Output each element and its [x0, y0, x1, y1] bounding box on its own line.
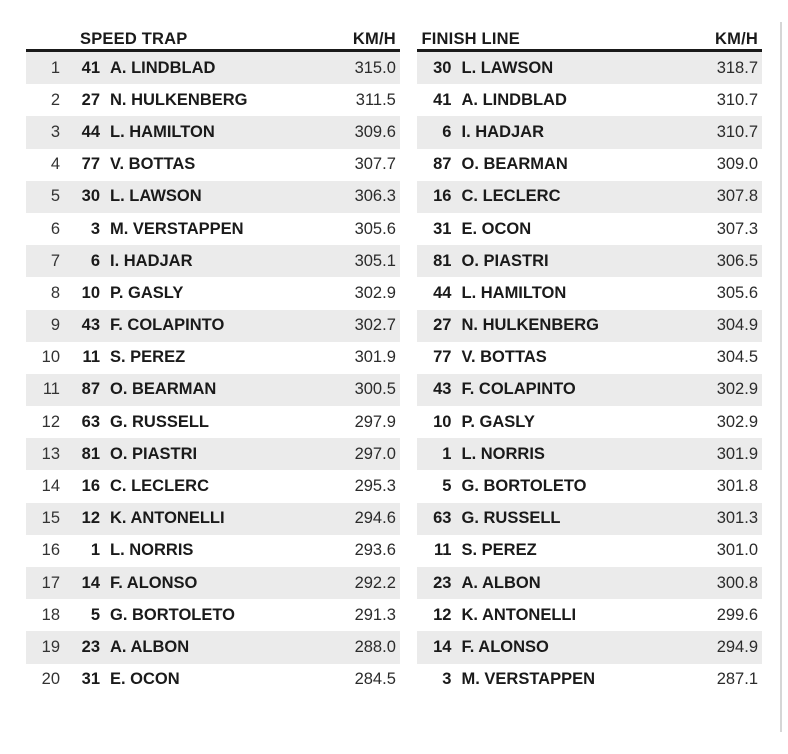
- driver-number: 12: [433, 605, 452, 624]
- driver-name: L. LAWSON: [461, 58, 554, 77]
- driver-number: 1: [442, 444, 452, 463]
- driver-number: 63: [81, 412, 100, 431]
- speed-value: 297.9: [354, 412, 396, 431]
- table-row: [417, 664, 762, 696]
- speed-value: 301.3: [716, 509, 758, 528]
- driver-number: 31: [81, 670, 100, 689]
- table-row: [26, 664, 400, 696]
- driver-number: 44: [433, 283, 452, 302]
- driver-name: E. OCON: [110, 670, 180, 689]
- driver-name: G. RUSSELL: [461, 509, 561, 528]
- row-position: 7: [50, 251, 60, 270]
- speed-value: 301.0: [716, 541, 758, 560]
- driver-name: L. NORRIS: [461, 444, 545, 463]
- driver-number: 81: [81, 444, 100, 463]
- driver-number: 77: [81, 155, 100, 174]
- speed-value: 302.9: [716, 412, 758, 431]
- driver-number: 30: [433, 58, 452, 77]
- table-row: [417, 181, 762, 213]
- table-row: [417, 567, 762, 599]
- row-position: 1: [50, 58, 60, 77]
- speed-value: 306.5: [716, 251, 758, 270]
- speed-value: 307.3: [716, 219, 758, 238]
- speed-value: 302.9: [716, 380, 758, 399]
- table-row: [26, 181, 400, 213]
- table-row: [417, 149, 762, 181]
- driver-number: 16: [81, 477, 100, 496]
- table-row: [26, 406, 400, 438]
- driver-number: 12: [81, 509, 100, 528]
- speed-value: 302.9: [354, 283, 396, 302]
- table-row: [417, 470, 762, 502]
- speed-trap-title: SPEED TRAP: [80, 30, 188, 48]
- driver-number: 1: [90, 541, 100, 560]
- row-position: 17: [41, 573, 60, 592]
- driver-number: 87: [433, 155, 452, 174]
- driver-number: 10: [81, 283, 100, 302]
- finish-line-table: [417, 22, 762, 696]
- driver-number: 43: [433, 380, 452, 399]
- driver-name: O. PIASTRI: [461, 251, 549, 270]
- speed-value: 301.9: [716, 444, 758, 463]
- speed-value: 302.7: [354, 316, 396, 335]
- driver-name: A. ALBON: [110, 637, 190, 656]
- speed-value: 295.3: [354, 477, 396, 496]
- driver-number: 3: [90, 219, 100, 238]
- row-position: 13: [41, 444, 60, 463]
- row-position: 14: [41, 477, 60, 496]
- driver-name: N. HULKENBERG: [110, 90, 248, 109]
- speed-value: 291.3: [354, 605, 396, 624]
- speed-value: 301.8: [716, 477, 758, 496]
- table-row: [26, 116, 400, 148]
- row-position: 15: [41, 509, 60, 528]
- driver-name: N. HULKENBERG: [461, 316, 599, 335]
- driver-name: K. ANTONELLI: [110, 509, 225, 528]
- driver-name: F. COLAPINTO: [461, 380, 576, 399]
- row-position: 12: [41, 412, 60, 431]
- table-row: [26, 470, 400, 502]
- driver-name: I. HADJAR: [110, 251, 193, 270]
- driver-number: 14: [433, 637, 452, 656]
- speed-trap-table: [26, 22, 400, 696]
- table-row: [417, 245, 762, 277]
- driver-name: K. ANTONELLI: [461, 605, 577, 624]
- speed-value: 306.3: [354, 187, 396, 206]
- table-row: [417, 310, 762, 342]
- speed-value: 315.0: [354, 58, 396, 77]
- speed-value: 287.1: [716, 670, 758, 689]
- right-edge-divider: [780, 22, 782, 732]
- driver-number: 41: [81, 58, 100, 77]
- driver-number: 41: [433, 90, 452, 109]
- driver-name: P. GASLY: [461, 412, 535, 431]
- driver-number: 44: [81, 122, 100, 141]
- speed-value: 301.9: [354, 348, 396, 367]
- finish-line-title: FINISH LINE: [421, 30, 520, 48]
- table-row: [417, 599, 762, 631]
- driver-name: L. LAWSON: [110, 187, 202, 206]
- row-position: 20: [41, 670, 60, 689]
- driver-number: 23: [433, 573, 452, 592]
- table-row: [26, 277, 400, 309]
- row-position: 11: [42, 380, 60, 399]
- speed-value: 305.6: [716, 283, 758, 302]
- driver-name: A. ALBON: [461, 573, 541, 592]
- driver-name: G. BORTOLETO: [110, 605, 235, 624]
- driver-number: 10: [433, 412, 452, 431]
- driver-number: 6: [442, 122, 452, 141]
- table-row: [417, 374, 762, 406]
- table-row: [26, 310, 400, 342]
- speed-value: 309.0: [716, 155, 758, 174]
- table-row: [26, 84, 400, 116]
- table-row: [417, 342, 762, 374]
- speed-value: 305.1: [354, 251, 396, 270]
- row-position: 5: [50, 187, 60, 206]
- table-row: [417, 213, 762, 245]
- driver-name: O. BEARMAN: [461, 155, 568, 174]
- speed-value: 300.8: [716, 573, 758, 592]
- driver-number: 77: [433, 348, 452, 367]
- speed-value: 304.5: [716, 348, 758, 367]
- speed-value: 307.7: [354, 155, 396, 174]
- speed-value: 300.5: [354, 380, 396, 399]
- driver-name: L. NORRIS: [110, 541, 194, 560]
- driver-name: P. GASLY: [110, 283, 184, 302]
- table-row: [26, 149, 400, 181]
- driver-name: V. BOTTAS: [110, 155, 196, 174]
- table-row: [417, 438, 762, 470]
- driver-name: M. VERSTAPPEN: [461, 670, 596, 689]
- driver-name: V. BOTTAS: [461, 348, 547, 367]
- row-position: 2: [50, 90, 60, 109]
- finish-line-unit-header: KM/H: [715, 30, 758, 48]
- speed-value: 304.9: [716, 316, 758, 335]
- driver-number: 63: [433, 509, 452, 528]
- driver-number: 5: [90, 605, 100, 624]
- driver-number: 16: [433, 187, 452, 206]
- table-row: [417, 535, 762, 567]
- speed-trap-header-row: [26, 22, 400, 52]
- table-row: [417, 277, 762, 309]
- table-row: [26, 374, 400, 406]
- table-row: [417, 503, 762, 535]
- driver-number: 31: [433, 219, 452, 238]
- table-row: [26, 535, 400, 567]
- row-position: 16: [41, 541, 60, 560]
- row-position: 6: [50, 219, 60, 238]
- driver-name: E. OCON: [461, 219, 532, 238]
- driver-name: L. HAMILTON: [461, 283, 567, 302]
- driver-name: O. BEARMAN: [110, 380, 217, 399]
- driver-number: 87: [81, 380, 100, 399]
- driver-number: 27: [433, 316, 452, 335]
- tables-container: [26, 22, 762, 696]
- row-position: 18: [41, 605, 60, 624]
- speed-value: 310.7: [716, 122, 758, 141]
- table-row: [26, 438, 400, 470]
- driver-number: 3: [442, 670, 452, 689]
- row-position: 3: [50, 122, 60, 141]
- driver-name: M. VERSTAPPEN: [110, 219, 244, 238]
- driver-name: A. LINDBLAD: [110, 58, 216, 77]
- speed-value: 293.6: [354, 541, 396, 560]
- speed-value: 292.2: [354, 573, 396, 592]
- driver-number: 81: [433, 251, 452, 270]
- table-row: [26, 213, 400, 245]
- table-row: [26, 599, 400, 631]
- driver-number: 30: [81, 187, 100, 206]
- driver-name: F. COLAPINTO: [110, 316, 225, 335]
- driver-number: 5: [442, 477, 452, 496]
- speed-value: 294.9: [716, 637, 758, 656]
- driver-name: F. ALONSO: [461, 637, 549, 656]
- speed-value: 284.5: [354, 670, 396, 689]
- finish-line-header-row: [417, 22, 762, 52]
- speed-value: 299.6: [716, 605, 758, 624]
- row-position: 8: [50, 283, 60, 302]
- driver-number: 23: [81, 637, 100, 656]
- driver-name: C. LECLERC: [461, 187, 561, 206]
- driver-name: O. PIASTRI: [110, 444, 198, 463]
- driver-name: A. LINDBLAD: [461, 90, 567, 109]
- speed-value: 310.7: [716, 90, 758, 109]
- row-position: 4: [50, 155, 60, 174]
- driver-name: S. PEREZ: [461, 541, 537, 560]
- driver-number: 14: [81, 573, 100, 592]
- speed-trap-rows: [26, 52, 400, 696]
- speed-value: 288.0: [354, 637, 396, 656]
- table-row: [417, 631, 762, 663]
- table-row: [417, 52, 762, 84]
- driver-name: S. PEREZ: [110, 348, 186, 367]
- row-position: 10: [41, 348, 60, 367]
- row-position: 9: [50, 316, 60, 335]
- speed-value: 309.6: [354, 122, 396, 141]
- driver-number: 11: [434, 541, 452, 560]
- driver-name: G. RUSSELL: [110, 412, 210, 431]
- speed-trap-unit-header: KM/H: [352, 30, 396, 48]
- table-row: [417, 116, 762, 148]
- driver-number: 27: [81, 90, 100, 109]
- speed-value: 294.6: [354, 509, 396, 528]
- table-row: [26, 342, 400, 374]
- speed-value: 318.7: [716, 58, 758, 77]
- driver-number: 11: [82, 348, 100, 367]
- driver-name: F. ALONSO: [110, 573, 198, 592]
- table-row: [26, 567, 400, 599]
- driver-number: 43: [81, 316, 100, 335]
- driver-name: G. BORTOLETO: [461, 477, 587, 496]
- table-row: [26, 245, 400, 277]
- table-row: [26, 503, 400, 535]
- table-row: [26, 52, 400, 84]
- driver-name: I. HADJAR: [461, 122, 544, 141]
- speed-value: 305.6: [354, 219, 396, 238]
- speed-value: 297.0: [354, 444, 396, 463]
- speed-value: 311.5: [355, 90, 396, 109]
- table-row: [417, 406, 762, 438]
- driver-number: 6: [90, 251, 100, 270]
- table-row: [26, 631, 400, 663]
- table-row: [417, 84, 762, 116]
- driver-name: C. LECLERC: [110, 477, 209, 496]
- finish-line-rows: [417, 52, 762, 696]
- row-position: 19: [41, 637, 60, 656]
- speed-value: 307.8: [716, 187, 758, 206]
- driver-name: L. HAMILTON: [110, 122, 215, 141]
